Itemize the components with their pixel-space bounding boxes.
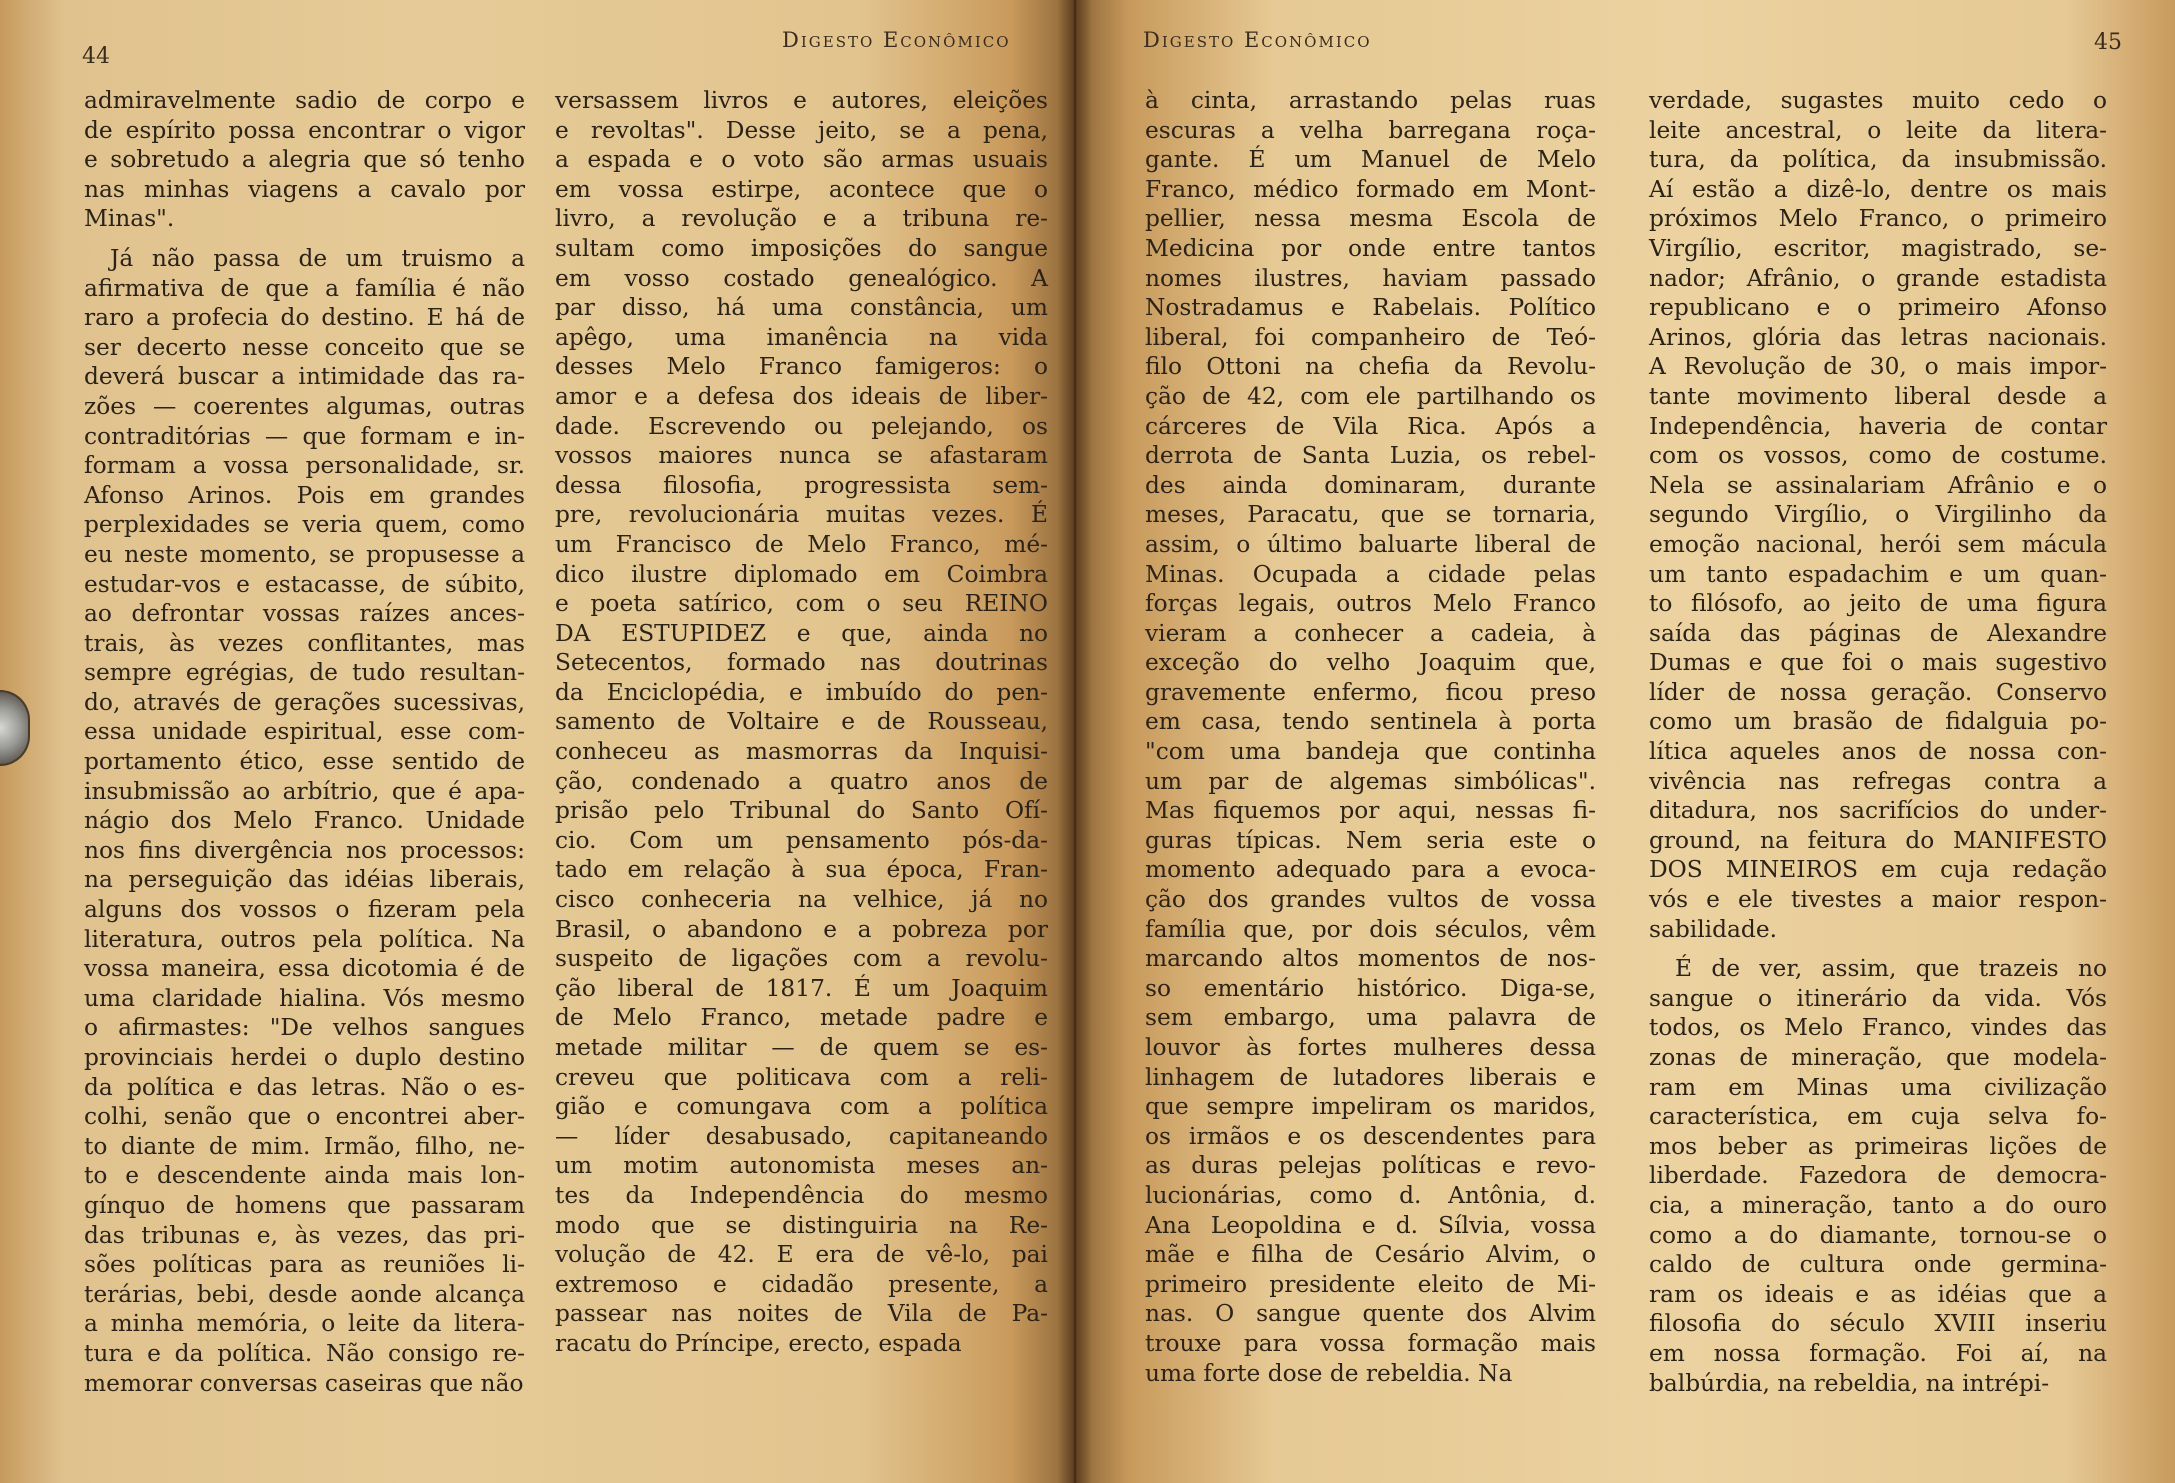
text-line: pre, revolucionária muitas vezes. É (555, 501, 1048, 529)
text-line: suspeito de ligações com a revolu- (555, 945, 1048, 973)
text-line: saída das páginas de Alexandre (1649, 619, 2107, 647)
text-line: racatu do Príncipe, erecto, espada (555, 1329, 962, 1357)
running-head-left: Digesto Econômico (782, 28, 1011, 52)
text-line: to diante de mim. Irmão, filho, ne- (84, 1132, 525, 1160)
text-line: e poeta satírico, com o seu REINO (555, 590, 1048, 618)
text-line: gínquo de homens que passaram (84, 1191, 525, 1219)
text-line: volução de 42. E era de vê-lo, pai (555, 1241, 1048, 1269)
text-line: todos, os Melo Franco, vindes das (1649, 1014, 2107, 1042)
text-line: Minas". (84, 205, 175, 233)
text-line: Medicina por onde entre tantos (1145, 234, 1596, 262)
text-line: Dumas e que foi o mais sugestivo (1649, 649, 2107, 677)
text-line: zões — coerentes algumas, outras (84, 392, 525, 420)
text-line: Aí estão a dizê-lo, dentre os mais (1649, 175, 2107, 203)
text-line: estudar-vos e estacasse, de súbito, (84, 570, 525, 598)
text-line: com os vossos, como de costume. (1649, 442, 2107, 470)
text-line: um tanto espadachim e um quan- (1649, 560, 2107, 588)
text-line: Setecentos, formado nas doutrinas (555, 649, 1048, 677)
text-line: vieram a conhecer a cadeia, à (1145, 619, 1596, 647)
text-line: ram os ideais e as idéias que a (1649, 1280, 2107, 1308)
text-line: próximos Melo Franco, o primeiro (1649, 205, 2107, 233)
book-gutter (1058, 0, 1092, 1483)
text-line: ção de 42, com ele partilhando os (1145, 382, 1596, 410)
text-line: Franco, médico formado em Mont- (1145, 175, 1596, 203)
text-line: formam a vossa personalidade, sr. (84, 452, 525, 480)
text-line: linhagem de lutadores liberais e (1145, 1063, 1596, 1091)
text-line: raro a profecia do destino. E há de (84, 304, 525, 332)
text-line: guras típicas. Nem seria este o (1145, 826, 1596, 854)
text-line: ção liberal de 1817. É um Joaquim (555, 974, 1048, 1002)
text-line: cio. Com um pensamento pós-da- (555, 826, 1048, 854)
text-line: cisco conheceria na velhice, já no (555, 886, 1048, 914)
text-line: alguns dos vossos o fizeram pela (84, 896, 525, 924)
text-line: É de ver, assim, que trazeis no (1675, 955, 2107, 983)
page-number-left: 44 (82, 44, 110, 69)
text-line: marcando altos momentos de nos- (1145, 945, 1596, 973)
text-line: a minha memória, o leite da litera- (84, 1310, 525, 1338)
text-line: em vosso costado genealógico. A (555, 264, 1048, 292)
text-line: e revoltas". Desse jeito, se a pena, (555, 116, 1048, 144)
text-line: republicano e o primeiro Afonso (1649, 294, 2107, 322)
text-line: tado em relação à sua época, Fran- (555, 856, 1048, 884)
text-line: so ementário histórico. Diga-se, (1145, 974, 1596, 1002)
text-line: sultam como imposições do sangue (555, 234, 1048, 262)
text-line: nágio dos Melo Franco. Unidade (84, 807, 525, 835)
text-line: literatura, outros pela política. Na (84, 925, 525, 953)
text-line: sabilidade. (1649, 915, 1778, 943)
text-line: admiravelmente sadio de corpo e (84, 87, 525, 114)
text-line: pellier, nessa mesma Escola de (1145, 205, 1596, 233)
text-line: um par de algemas simbólicas". (1145, 767, 1596, 795)
text-line: eu neste momento, se propusesse a (84, 540, 525, 568)
text-line: trouxe para vossa formação mais (1145, 1329, 1596, 1357)
text-line: amor e a defesa dos ideais de liber- (555, 382, 1048, 410)
running-head-right: Digesto Econômico (1143, 28, 1372, 52)
text-line: contraditórias — que formam e in- (84, 422, 525, 450)
text-line: trais, às vezes conflitantes, mas (84, 629, 525, 657)
text-line: perplexidades se veria quem, como (84, 511, 525, 539)
text-line: ram em Minas uma civilização (1649, 1073, 2107, 1101)
text-line: ground, na feitura do MANIFESTO (1649, 826, 2107, 854)
text-line: um motim autonomista meses an- (555, 1152, 1048, 1180)
text-line: exceção do velho Joaquim que, (1145, 649, 1596, 677)
text-line: segundo Virgílio, o Virgilinho da (1649, 501, 2107, 529)
text-line: vossos maiores nunca se afastaram (555, 442, 1048, 470)
text-line: uma claridade hialina. Vós mesmo (84, 984, 525, 1012)
text-line: Ana Leopoldina e d. Sílvia, vossa (1145, 1211, 1596, 1239)
text-line: dico ilustre diplomado em Coimbra (555, 560, 1048, 588)
text-line: apêgo, uma imanência na vida (555, 323, 1048, 351)
text-line: A Revolução de 30, o mais impor- (1649, 353, 2107, 381)
text-line: sempre egrégias, de tudo resultan- (84, 659, 525, 687)
text-line: na perseguição das idéias liberais, (84, 866, 525, 894)
text-line: escuras a velha barregana roça- (1145, 116, 1596, 144)
text-line: uma forte dose de rebeldia. Na (1145, 1359, 1513, 1387)
text-line: forças legais, outros Melo Franco (1145, 590, 1596, 618)
text-line: metade militar — de quem se es- (555, 1034, 1048, 1061)
text-line: como a do diamante, tornou-se o (1649, 1221, 2107, 1249)
text-line: primeiro presidente eleito de Mi- (1145, 1270, 1596, 1298)
text-line: como um brasão de fidalguia po- (1649, 708, 2107, 736)
text-line: líder de nossa geração. Conservo (1649, 678, 2107, 706)
text-line: deverá buscar a intimidade das ra- (84, 363, 525, 391)
text-line: portamento ético, esse sentido de (84, 748, 525, 776)
text-line: essa unidade espiritual, esse com- (84, 718, 525, 746)
text-line: creveu que politicava com a reli- (555, 1063, 1048, 1091)
text-line: vós e ele tivestes a maior respon- (1649, 886, 2107, 914)
text-line: ditadura, nos sacrifícios do under- (1649, 797, 2107, 825)
text-line: de espírito possa encontrar o vigor (84, 116, 525, 144)
text-line: sem embargo, uma palavra de (1145, 1004, 1596, 1032)
binding-hole (0, 690, 30, 766)
text-line: Independência, haveria de contar (1649, 412, 2107, 440)
text-line: as duras pelejas políticas e revo- (1145, 1152, 1596, 1180)
text-line: a espada e o voto são armas usuais (555, 146, 1048, 174)
text-line: nomes ilustres, haviam passado (1145, 264, 1596, 292)
text-line: emoção nacional, herói sem mácula (1649, 530, 2107, 558)
right-page-column-2 (1649, 86, 2107, 1398)
text-line: passear nas noites de Vila de Pa- (555, 1300, 1048, 1328)
text-line: terárias, bebi, desde aonde alcança (84, 1280, 525, 1308)
text-line: da Enciclopédia, e imbuído do pen- (555, 678, 1048, 706)
left-page-column-2 (555, 86, 1048, 1359)
text-line: "com uma bandeja que continha (1145, 738, 1596, 766)
text-line: vossa maneira, essa dicotomia é de (84, 955, 525, 983)
text-line: e sobretudo a alegria que só tenho (84, 146, 525, 174)
text-line: Nela se assinalariam Afrânio e o (1649, 471, 2107, 499)
text-line: versassem livros e autores, eleições (555, 87, 1048, 114)
text-line: ção dos grandes vultos de vossa (1145, 886, 1596, 914)
text-line: nas. O sangue quente dos Alvim (1145, 1300, 1596, 1328)
text-line: gião e comungava com a política (555, 1093, 1048, 1121)
text-line: — líder desabusado, capitaneando (555, 1122, 1048, 1150)
text-line: tante movimento liberal desde a (1649, 382, 2107, 410)
text-line: sangue o itinerário da vida. Vós (1649, 984, 2107, 1012)
text-line: mãe e filha de Cesário Alvim, o (1145, 1241, 1596, 1269)
text-line: em casa, tendo sentinela à porta (1145, 708, 1596, 736)
text-line: de Melo Franco, metade padre e (555, 1004, 1048, 1032)
text-line: samento de Voltaire e de Rousseau, (555, 708, 1048, 736)
text-line: nos fins divergência nos processos: (84, 836, 525, 864)
text-line: cárceres de Vila Rica. Após a (1145, 412, 1596, 440)
text-line: provinciais herdei o duplo destino (84, 1044, 525, 1071)
text-line: dade. Escrevendo ou pelejando, os (555, 412, 1048, 440)
text-line: Virgílio, escritor, magistrado, se- (1649, 234, 2107, 262)
text-line: Minas. Ocupada a cidade pelas (1145, 560, 1596, 588)
text-line: balbúrdia, na rebeldia, na intrépi- (1649, 1369, 2050, 1397)
left-page (0, 0, 1075, 1483)
text-line: em vossa estirpe, acontece que o (555, 175, 1048, 203)
text-line: livro, a revolução e a tribuna re- (555, 205, 1048, 233)
text-line: à cinta, arrastando pelas ruas (1145, 87, 1596, 114)
text-line: Já não passa de um truismo a (110, 244, 525, 272)
text-line: Brasil, o abandono e a pobreza por (555, 915, 1048, 943)
text-line: conheceu as masmorras da Inquisi- (555, 738, 1048, 766)
text-line: assim, o último baluarte liberal de (1145, 530, 1596, 558)
text-line: lucionárias, como d. Antônia, d. (1145, 1181, 1596, 1209)
text-line: to filósofo, ao jeito de uma figura (1649, 590, 2107, 618)
text-line: nador; Afrânio, o grande estadista (1649, 264, 2107, 292)
text-line: característica, em cuja selva fo- (1649, 1103, 2107, 1131)
text-line: momento adequado para a evoca- (1145, 856, 1596, 884)
text-line: nas minhas viagens a cavalo por (84, 175, 525, 203)
text-line: ção, condenado a quatro anos de (555, 767, 1048, 795)
page-number-right: 45 (2094, 30, 2122, 55)
text-line: to e descendente ainda mais lon- (84, 1162, 525, 1190)
text-line: sões políticas para as reuniões li- (84, 1251, 525, 1279)
text-line: tura e da política. Não consigo re- (84, 1339, 525, 1367)
text-line: des ainda dominaram, durante (1145, 471, 1596, 499)
text-line: da política e das letras. Não o es- (84, 1073, 525, 1101)
left-page-column-1 (84, 86, 525, 1398)
text-line: gante. É um Manuel de Melo (1145, 146, 1596, 174)
text-line: o afirmastes: "De velhos sangues (84, 1014, 525, 1042)
text-line: filo Ottoni na chefia da Revolu- (1145, 353, 1596, 381)
text-line: Mas fiquemos por aqui, nessas fi- (1145, 797, 1596, 825)
text-line: leite ancestral, o leite da litera- (1649, 116, 2107, 144)
text-line: Arinos, glória das letras nacionais. (1649, 323, 2107, 351)
text-line: lítica aqueles anos de nossa con- (1649, 738, 2107, 766)
text-line: os irmãos e os descendentes para (1145, 1122, 1596, 1150)
text-line: mos beber as primeiras lições de (1649, 1132, 2107, 1160)
text-line: das tribunas e, às vezes, das pri- (84, 1221, 525, 1249)
text-line: do, através de gerações sucessivas, (84, 688, 525, 716)
text-line: cia, a mineração, tanto a do ouro (1649, 1191, 2107, 1219)
text-line: derrota de Santa Luzia, os rebel- (1145, 442, 1596, 470)
text-line: verdade, sugastes muito cedo o (1649, 87, 2107, 114)
text-line: meses, Paracatu, que se tornaria, (1145, 501, 1596, 529)
text-line: zonas de mineração, que modela- (1649, 1044, 2107, 1071)
text-line: ser decerto nesse conceito que se (84, 333, 525, 361)
text-line: ao defrontar vossas raízes ances- (84, 600, 525, 628)
text-line: louvor às fortes mulheres dessa (1145, 1034, 1596, 1061)
text-line: tura, da política, da insubmissão. (1649, 146, 2107, 174)
text-line: caldo de cultura onde germina- (1649, 1251, 2107, 1279)
text-line: que sempre impeliram os maridos, (1145, 1093, 1596, 1121)
text-line: tes da Independência do mesmo (555, 1181, 1048, 1209)
text-line: afirmativa de que a família é não (84, 274, 525, 302)
text-line: desses Melo Franco famigeros: o (555, 353, 1048, 381)
text-line: liberdade. Fazedora de democra- (1649, 1162, 2107, 1190)
right-page (1075, 0, 2175, 1483)
text-line: liberal, foi companheiro de Teó- (1145, 323, 1596, 351)
text-line: um Francisco de Melo Franco, mé- (555, 530, 1048, 558)
text-line: par disso, há uma constância, um (555, 294, 1048, 322)
text-line: Afonso Arinos. Pois em grandes (84, 481, 525, 509)
text-line: dessa filosofia, progressista sem- (555, 471, 1048, 499)
text-line: colhi, senão que o encontrei aber- (84, 1103, 525, 1131)
text-line: família que, por dois séculos, vêm (1145, 915, 1596, 943)
text-line: memorar conversas caseiras que não (84, 1369, 524, 1397)
text-line: DA ESTUPIDEZ e que, ainda no (555, 619, 1048, 647)
text-line: prisão pelo Tribunal do Santo Ofí- (555, 797, 1048, 825)
text-line: DOS MINEIROS em cuja redação (1649, 856, 2107, 884)
text-line: modo que se distinguiria na Re- (555, 1211, 1048, 1239)
text-line: Nostradamus e Rabelais. Político (1145, 294, 1596, 322)
right-page-column-1 (1145, 86, 1596, 1388)
text-line: insubmissão ao arbítrio, que é apa- (84, 777, 525, 805)
text-line: gravemente enfermo, ficou preso (1145, 678, 1596, 706)
text-line: em nossa formação. Foi aí, na (1649, 1339, 2107, 1367)
text-line: vivência nas refregas contra a (1649, 767, 2107, 795)
text-line: filosofia do século XVIII inseriu (1649, 1310, 2107, 1338)
text-line: extremoso e cidadão presente, a (555, 1270, 1048, 1298)
